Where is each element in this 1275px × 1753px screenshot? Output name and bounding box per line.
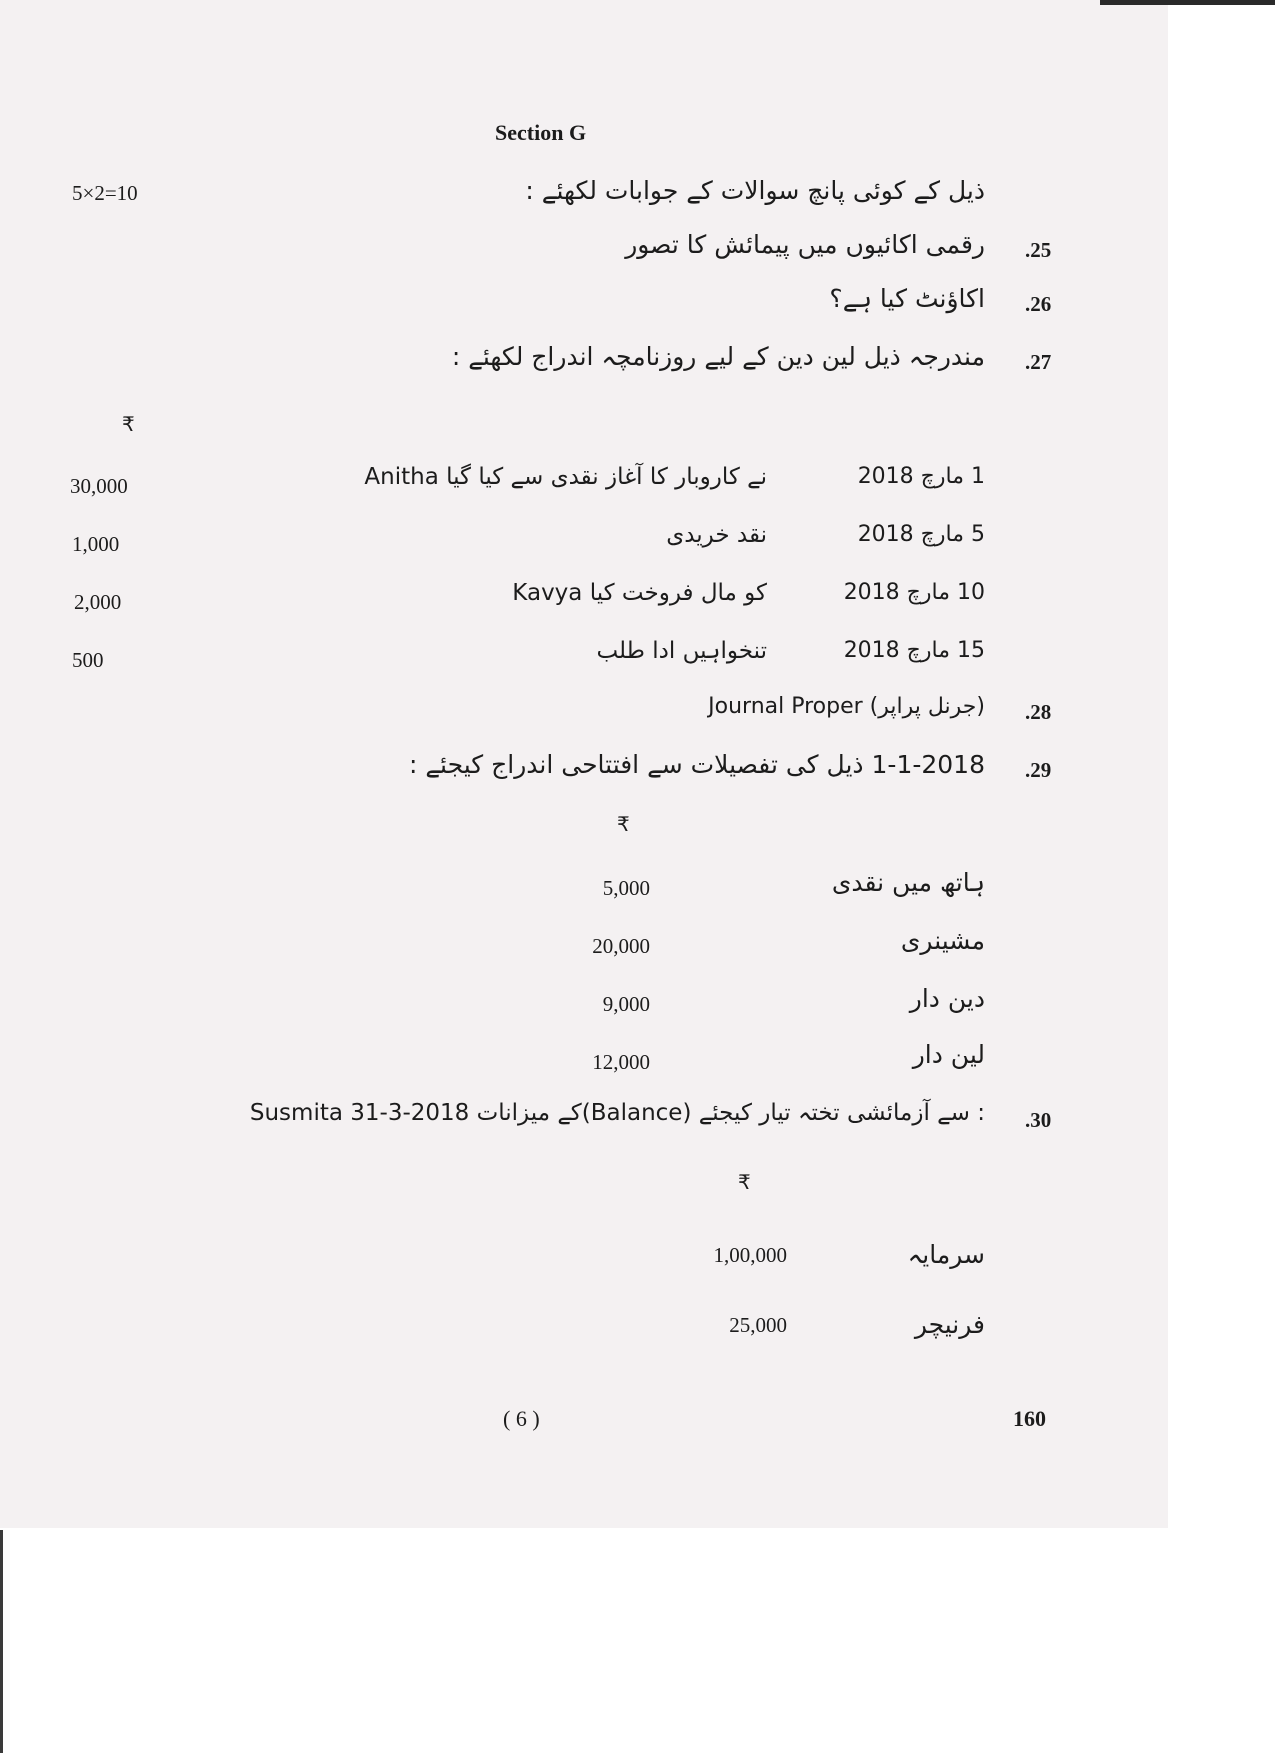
marks-label: 5×2=10 xyxy=(72,181,138,205)
question-text: 1-1-2018 ذیل کی تفصیلات سے افتتاحی اندراج کیجئے : xyxy=(409,750,985,779)
scan-edge-left xyxy=(0,1530,3,1753)
ledger-amount: 1,00,000 xyxy=(713,1243,787,1267)
ledger-label: فرنیچر xyxy=(914,1310,985,1339)
page-number: ( 6 ) xyxy=(503,1406,540,1431)
question-number: .28 xyxy=(1025,700,1052,724)
ledger-label: مشینری xyxy=(900,926,985,955)
scan-edge-top xyxy=(1100,0,1275,5)
question-number: .26 xyxy=(1025,292,1052,316)
entry-description: Kavya کو مال فروخت کیا xyxy=(512,580,767,606)
entry-amount: 1,000 xyxy=(72,532,120,556)
question-number: .25 xyxy=(1025,238,1052,262)
ledger-amount: 12,000 xyxy=(592,1050,650,1074)
question-number: .30 xyxy=(1025,1108,1052,1132)
entry-date: 5 مارچ 2018 xyxy=(857,522,985,547)
entry-date: 10 مارچ 2018 xyxy=(843,580,985,605)
section-title: Section G xyxy=(495,120,587,145)
question-text: رقمی اکائیوں میں پیمائش کا تصور xyxy=(625,230,985,259)
ledger-amount: 20,000 xyxy=(592,934,650,958)
question-text: Susmita 31-3-2018 کے میزانات(Balance) سے آزمائشی تختہ تیار کیجئے : xyxy=(249,1100,985,1126)
currency-symbol: ₹ xyxy=(738,1170,751,1194)
ledger-label: لین دار xyxy=(912,1040,985,1069)
entry-amount: 500 xyxy=(72,648,104,672)
entry-date: 1 مارچ 2018 xyxy=(857,464,985,489)
ledger-amount: 5,000 xyxy=(602,876,650,900)
entry-description: تنخواہیں ادا طلب xyxy=(596,638,767,664)
ledger-amount: 25,000 xyxy=(729,1313,787,1337)
currency-symbol: ₹ xyxy=(617,812,630,836)
question-text: مندرجہ ذیل لین دین کے لیے روزنامچہ اندراج لکھئے : xyxy=(451,342,985,371)
ledger-label: دین دار xyxy=(909,984,985,1013)
currency-symbol: ₹ xyxy=(122,412,135,436)
instruction-text: ذیل کے کوئی پانچ سوالات کے جوابات لکھئے : xyxy=(525,176,985,205)
question-number: .29 xyxy=(1025,758,1052,782)
entry-date: 15 مارچ 2018 xyxy=(843,638,985,663)
question-number: .27 xyxy=(1025,350,1052,374)
question-text: Journal Proper (جرنل پراپر) xyxy=(708,694,985,719)
ledger-label: ہاتھ میں نقدی xyxy=(831,868,985,897)
ledger-label: سرمایہ xyxy=(907,1240,985,1269)
entry-description: نقد خریدی xyxy=(666,522,767,548)
entry-description: Anitha نے کاروبار کا آغاز نقدی سے کیا گیا xyxy=(364,464,767,490)
paper-code: 160 xyxy=(1013,1406,1046,1431)
entry-amount: 30,000 xyxy=(70,474,128,498)
ledger-amount: 9,000 xyxy=(602,992,650,1016)
entry-amount: 2,000 xyxy=(74,590,122,614)
question-text: اکاؤنٹ کیا ہے؟ xyxy=(829,284,985,313)
